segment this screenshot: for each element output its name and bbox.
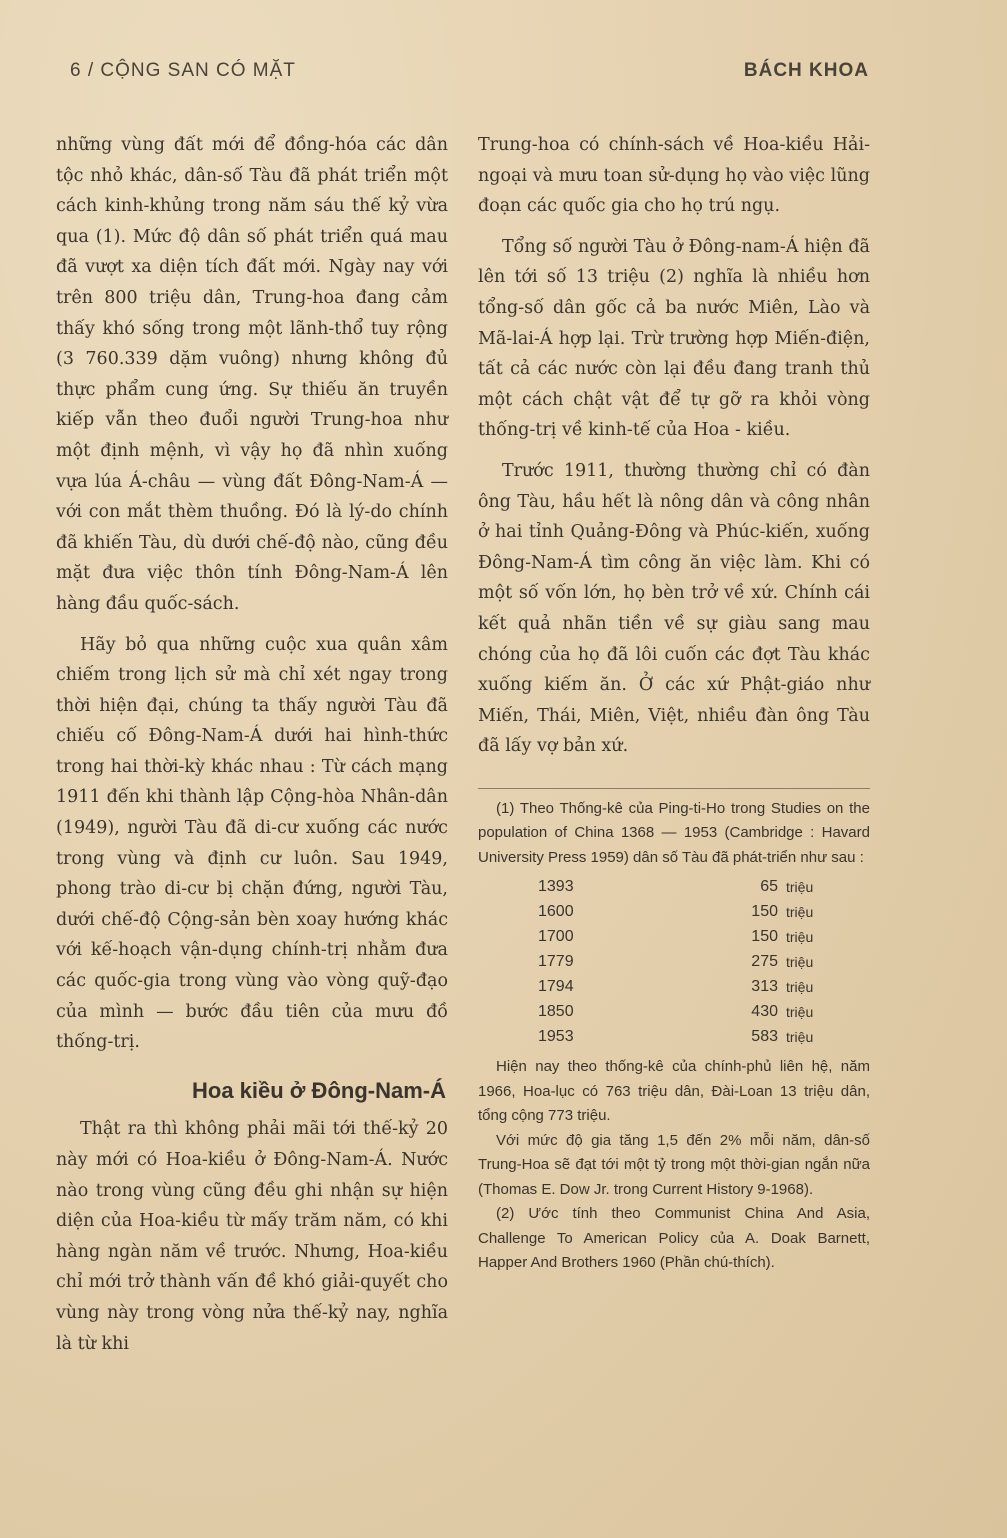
table-cell-year: 1393	[538, 877, 574, 895]
paragraph: Tổng số người Tàu ở Đông-nam-Á hiện đã lên tới số 13 triệu (2) nghĩa là nhiều hơn tổng-số dân gốc cả ba nước Miên, Lào và Mã-lai-Á hợp lại. Trừ trường hợp Miến-điện, tất cả các nước còn lại đều đang tranh thủ một cách chật vật để tự gỡ ra khỏi vòng thống-trị về kinh-tế của Hoa - kiều.	[478, 236, 870, 441]
footnote-1-growth: Với mức độ gia tăng 1,5 đến 2% mỗi năm, dân-số Trung-Hoa sẽ đạt tới một tỷ trong một thời-gian ngắn nữa (Thomas E. Dow Jr. trong Current History 9-1968).	[478, 1131, 870, 1198]
table-cell-year: 1600	[538, 902, 574, 920]
footnote-1-continued: Hiện nay theo thống-kê của chính-phủ liên hệ, năm 1966, Hoa-lục có 763 triệu dân, Đài-Loan 13 triệu dân, tổng cộng 773 triệu.	[478, 1058, 870, 1125]
table-cell-value: 65	[760, 877, 778, 895]
magazine-name: BÁCH KHOA	[743, 60, 869, 81]
table-cell-year: 1700	[538, 927, 574, 945]
table-cell-unit: triệu	[786, 878, 814, 895]
table-cell-value: 150	[751, 927, 778, 945]
paragraph: Trước 1911, thường thường chỉ có đàn ông Tàu, hầu hết là nông dân và công nhân ở hai tỉnh Quảng-Đông và Phúc-kiến, xuống Đông-Nam-Á tìm công ăn việc làm. Khi có một số vốn lớn, họ bèn trở về xứ. Chính cái kết quả nhãn tiền về sự giàu sang mau chóng của họ đã lôi cuốn các đợt Tàu khác xuống kiếm ăn. Ở các xứ Phật-giáo như Miến, Thái, Miên, Việt, nhiều đàn ông Tàu đã lấy vợ bản xứ.	[478, 460, 870, 757]
table-cell-value: 430	[751, 1002, 778, 1020]
table-row	[508, 899, 813, 924]
table-cell-value: 313	[751, 977, 778, 995]
table-cell-year: 1794	[538, 977, 574, 995]
table-cell-year: 1850	[538, 1002, 574, 1020]
paragraph: Trung-hoa có chính-sách về Hoa-kiều Hải-ngoại và mưu toan sử-dụng họ vào việc lũng đoạn các quốc gia cho họ trú ngụ.	[478, 135, 870, 217]
left-column	[56, 130, 448, 1369]
table-cell-value: 275	[751, 952, 778, 970]
table-cell-year: 1953	[538, 1027, 574, 1045]
footnotes	[478, 788, 870, 1276]
table-row	[508, 949, 813, 974]
footnote-1: (1) Theo Thống-kê của Ping-ti-Ho trong Studies on the population of China 1368 — 1953 (Cambridge : Havard University Press 1959) dân số Tàu đã phát-triển như sau :	[478, 799, 870, 866]
table-row	[508, 999, 813, 1024]
page-number-and-running-title: 6 / CỘNG SAN CÓ MẶT	[70, 60, 296, 81]
table-cell-unit: triệu	[786, 1003, 814, 1020]
table-cell-unit: triệu	[786, 953, 814, 970]
table-cell-value: 150	[751, 902, 778, 920]
table-cell-unit: triệu	[786, 978, 814, 995]
table-row	[508, 874, 813, 899]
table-cell-unit: triệu	[786, 1028, 814, 1045]
table-cell-value: 583	[751, 1027, 778, 1045]
table-cell-unit: triệu	[786, 903, 814, 920]
table-cell-year: 1779	[538, 952, 574, 970]
table-row	[508, 974, 813, 999]
paragraph: Hãy bỏ qua những cuộc xua quân xâm chiếm trong lịch sử mà chỉ xét ngay trong thời hiện đại, chúng ta thấy người Tàu đã chiếu cố Đông-Nam-Á dưới hai hình-thức trong hai thời-kỳ khác nhau : Từ cách mạng 1911 đến khi thành lập Cộng-hòa Nhân-dân (1949), người Tàu đã di-cư xuống các nước trong vùng và định cư luôn. Sau 1949, phong trào di-cư bị chặn đứng, người Tàu, dưới chế-độ Cộng-sản bèn xoay hướng khác với kế-hoạch vận-dụng chính-trị nhằm đưa các quốc-gia trong vùng vào vòng quỹ-đạo của mình — bước đầu tiên của mưu đồ thống-trị.	[56, 634, 448, 1053]
table-cell-unit: triệu	[786, 928, 814, 945]
right-column	[478, 130, 870, 1276]
population-table	[508, 874, 813, 1049]
footnote-2: (2) Ước tính theo Communist China And Asia, Challenge To American Policy của A. Doak Barnett, Happer And Brothers 1960 (Phần chú-thích).	[478, 1205, 870, 1272]
section-title: Hoa kiều ở Đông-Nam-Á	[192, 1077, 446, 1103]
paragraph: Thật ra thì không phải mãi tới thế-kỷ 20 này mới có Hoa-kiều ở Đông-Nam-Á. Nước nào trong vùng cũng đều ghi nhận sự hiện diện của Hoa-kiều từ mấy trăm năm, có khi hàng ngàn năm về trước. Nhưng, Hoa-kiều chỉ mới trở thành vấn đề khó giải-quyết cho vùng này trong vòng nửa thế-kỷ nay, nghĩa là từ khi	[56, 1119, 448, 1354]
table-row	[508, 1024, 813, 1049]
paragraph: những vùng đất mới để đồng-hóa các dân tộc nhỏ khác, dân-số Tàu đã phát triển một cách kinh-khủng trong năm sáu thế kỷ vừa qua (1). Mức độ dân số phát triển quá mau đã vượt xa diện tích đất mới. Ngày nay với trên 800 triệu dân, Trung-hoa đang cảm thấy khó sống trong một lãnh-thổ tuy rộng (3 760.339 dặm vuông) nhưng không đủ thực phẩm cung ứng. Sự thiếu ăn truyền kiếp vẫn theo đuổi người Trung-hoa như một định mệnh, vì vậy họ đã nhìn xuống vựa lúa Á-châu — vùng đất Đông-Nam-Á — với con mắt thèm thuồng. Đó là lý-do chính đã khiến Tàu, dù dưới chế-độ nào, cũng đều mặt đưa việc thôn tính Đông-Nam-Á lên hàng đầu quốc-sách.	[56, 135, 448, 614]
table-row	[508, 924, 813, 949]
